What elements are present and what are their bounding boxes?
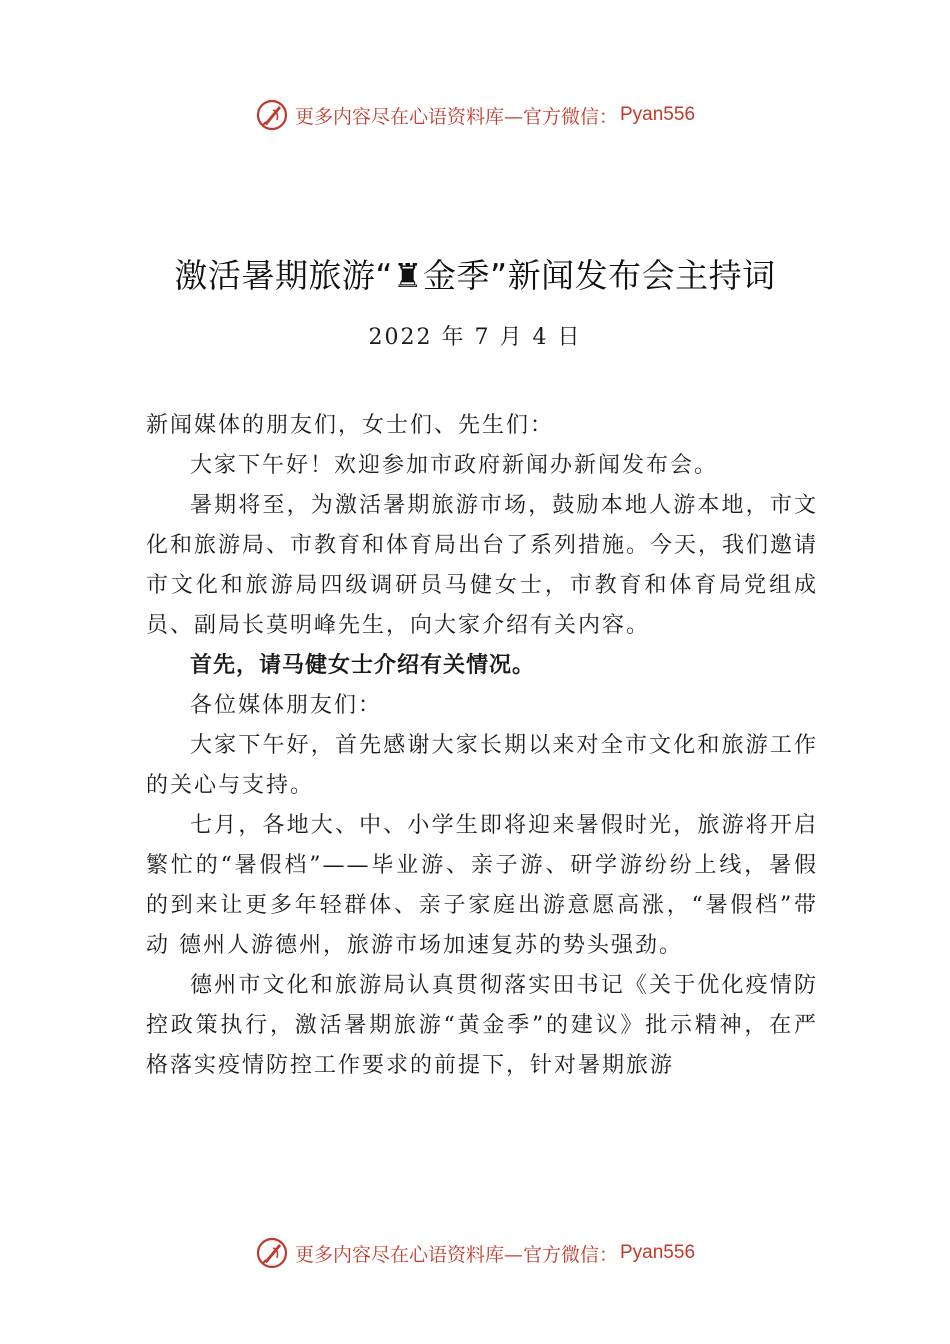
document-body xyxy=(146,406,818,1086)
quill-pen-logo-icon xyxy=(255,1236,289,1270)
watermark-text: 更多内容尽在心语资料库—官方微信： xyxy=(294,1243,618,1266)
paragraph: 大家下午好，首先感谢大家长期以来对全市文化和旅游工作的关心与支持。 xyxy=(146,733,818,798)
document-title: 激活暑期旅游“♜金季”新闻发布会主持词 xyxy=(174,256,776,295)
watermark-text: 更多内容尽在心语资料库—官方微信： xyxy=(294,105,618,128)
document-date: 2022 年 7 月 4 日 xyxy=(368,325,582,350)
paragraph: 大家下午好！欢迎参加市政府新闻办新闻发布会。 xyxy=(190,453,719,478)
footer-watermark xyxy=(0,1233,950,1273)
quill-pen-logo-icon xyxy=(255,98,289,132)
wechat-id: Pyan556 xyxy=(620,1242,696,1263)
wechat-id: Pyan556 xyxy=(620,104,696,125)
paragraph: 各位媒体朋友们： xyxy=(190,693,383,718)
paragraph: 暑期将至，为激活暑期旅游市场，鼓励本地人游本地，市文化和旅游局、市教育和体育局出台了系列措施。今天，我们邀请市文化和旅游局四级调研员马健女士，市教育和体育局党组成员、副局长莫明峰先生，向大家介绍有关内容。 xyxy=(146,493,819,638)
paragraph: 七月，各地大、中、小学生即将迎来暑假时光，旅游将开启繁忙的“暑假档”——毕业游、亲子游、研学游纷纷上线，暑假的到来让更多年轻群体、亲子家庭出游意愿高涨，“暑假档”带动 德州人游德州，旅游市场加速复苏的势头强劲。 xyxy=(146,813,818,958)
header-watermark xyxy=(0,95,950,135)
paragraph-emphasis: 首先，请马健女士介绍有关情况。 xyxy=(190,653,536,678)
paragraph: 德州市文化和旅游局认真贯彻落实田书记《关于优化疫情防控政策执行，激活暑期旅游“黄金季”的建议》批示精神，在严格落实疫情防控工作要求的前提下，针对暑期旅游 xyxy=(146,973,818,1078)
salutation: 新闻媒体的朋友们，女士们、先生们： xyxy=(146,413,555,438)
